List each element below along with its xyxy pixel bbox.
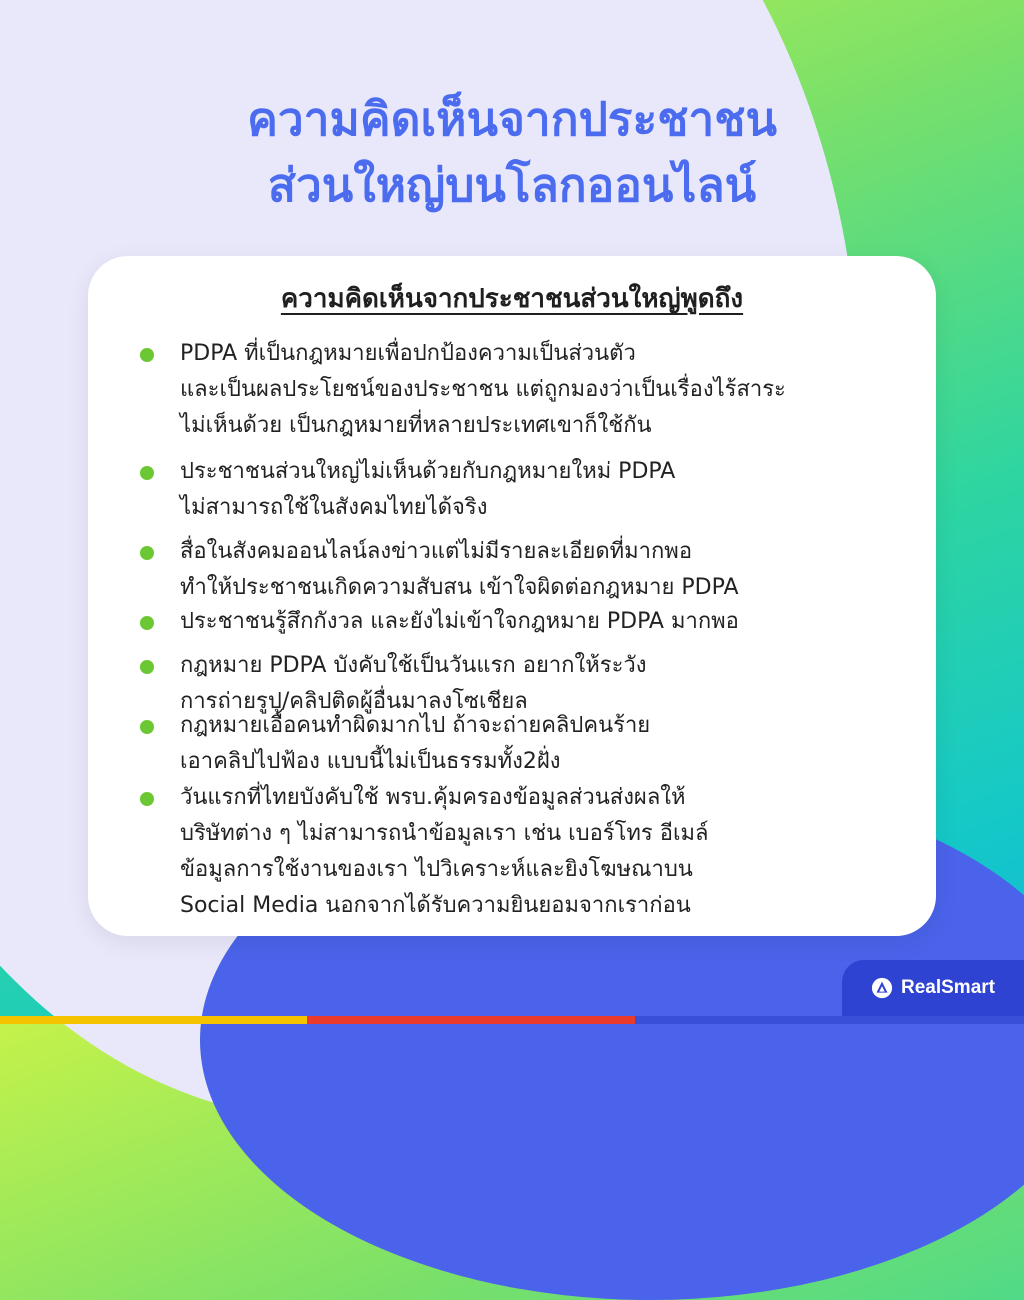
bullet-dot-icon [140,660,154,674]
bullet-dot-icon [140,792,154,806]
opinion-line: PDPA ที่เป็นกฎหมายเพื่อปกป้องความเป็นส่วนตัว [180,341,636,366]
opinion-line: กฎหมายเอื้อคนทำผิดมากไป ถ้าจะถ่ายคลิปคนร้าย [180,713,651,738]
opinion-line: ทำให้ประชาชนเกิดความสับสน เข้าใจผิดต่อกฎหมาย PDPA [180,575,739,600]
brand-badge [842,960,1024,1016]
realsmart-logo-icon [871,977,893,999]
opinion-line: เอาคลิปไปฟ้อง แบบนี้ไม่เป็นธรรมทั้ง2ฝั่ง [180,749,561,774]
opinion-line: Social Media นอกจากได้รับความยินยอมจากเราก่อน [180,893,691,918]
opinions-list [88,256,936,936]
headline-line-1: ความคิดเห็นจากประชาชน [247,92,777,146]
opinion-line: การถ่ายรูป/คลิปติดผู้อื่นมาลงโซเชียล [180,689,528,714]
opinion-line: ประชาชนรู้สึกกังวล และยังไม่เข้าใจกฎหมาย PDPA มากพอ [180,609,739,634]
opinion-item [180,708,900,780]
bullet-dot-icon [140,348,154,362]
bullet-dot-icon [140,616,154,630]
card-heading: ความคิดเห็นจากประชาชนส่วนใหญ่พูดถึง [280,284,744,314]
headline [0,86,1024,218]
opinions-card [88,256,936,936]
bullet-dot-icon [140,720,154,734]
opinion-line: สื่อในสังคมออนไลน์ลงข่าวแต่ไม่มีรายละเอียดที่มากพอ [180,539,693,564]
opinion-line: ไม่สามารถใช้ในสังคมไทยได้จริง [180,495,488,520]
opinion-item [180,604,900,640]
bullet-dot-icon [140,466,154,480]
opinion-line: กฎหมาย PDPA บังคับใช้เป็นวันแรก อยากให้ระวัง [180,653,647,678]
opinion-item [180,336,900,444]
opinion-item [180,534,900,606]
opinion-line: ข้อมูลการใช้งานของเรา ไปวิเคราะห์และยิงโฆษณาบน [180,857,693,882]
opinion-line: ไม่เห็นด้วย เป็นกฎหมายที่หลายประเทศเขาก็ใช้กัน [180,413,652,438]
bullet-dot-icon [140,546,154,560]
brand-name: RealSmart [901,977,995,998]
opinion-line: ประชาชนส่วนใหญ่ไม่เห็นด้วยกับกฎหมายใหม่ PDPA [180,459,676,484]
headline-line-2: ส่วนใหญ่บนโลกออนไลน์ [267,158,757,212]
opinion-line: และเป็นผลประโยชน์ของประชาชน แต่ถูกมองว่าเป็นเรื่องไร้สาระ [180,377,786,402]
opinion-item [180,454,900,526]
opinion-line: วันแรกที่ไทยบังคับใช้ พรบ.คุ้มครองข้อมูลส่วนส่งผลให้ [180,785,686,810]
opinion-item [180,780,900,924]
opinion-line: บริษัทต่าง ๆ ไม่สามารถนำข้อมูลเรา เช่น เบอร์โทร อีเมล์ [180,821,709,846]
footer-color-stripe [0,1016,1024,1024]
